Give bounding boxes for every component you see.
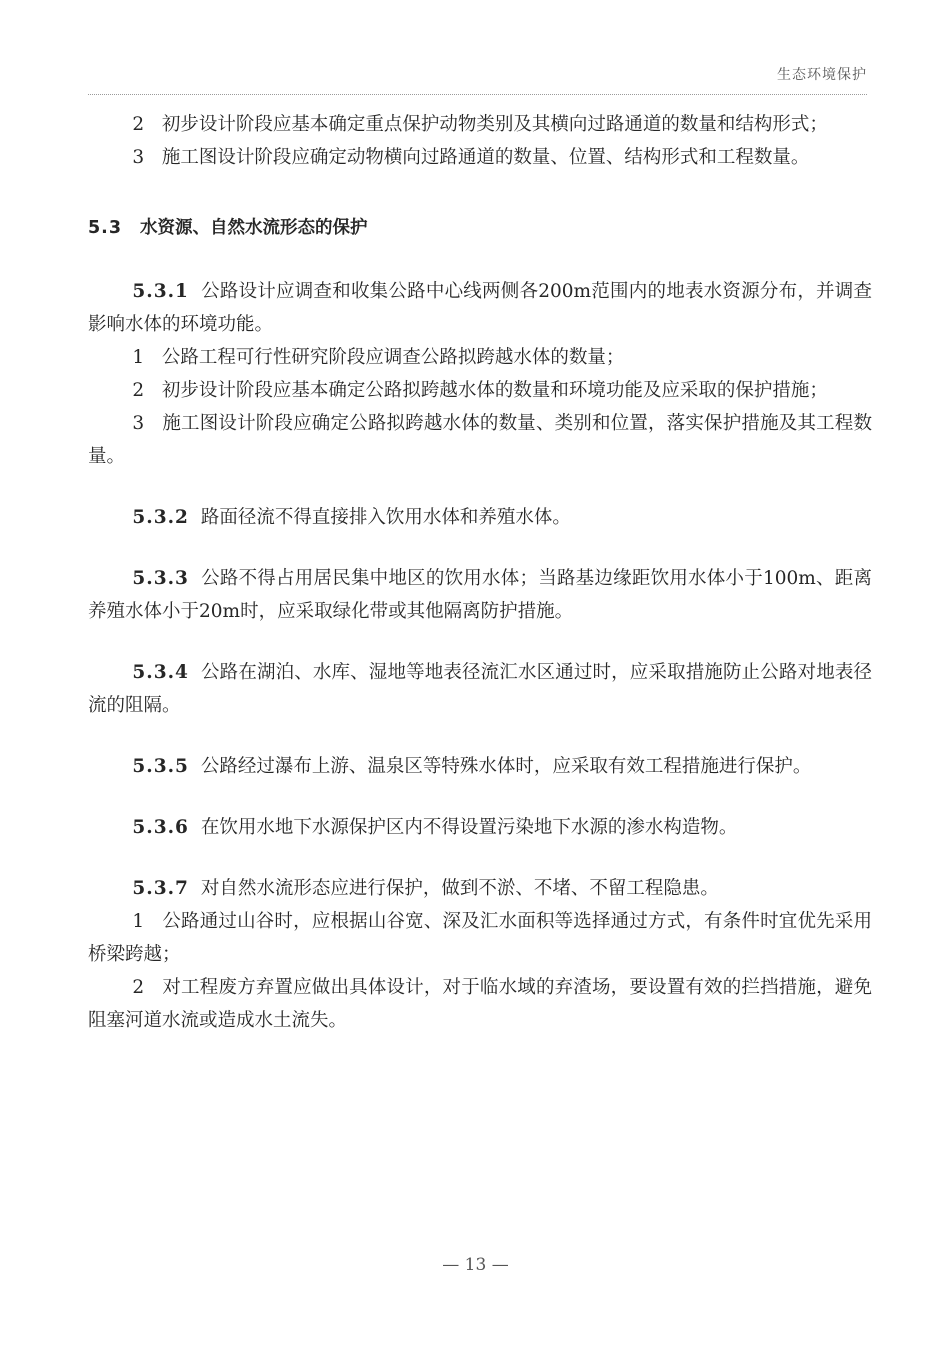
clause-5-3-2 xyxy=(88,501,872,534)
section-heading xyxy=(88,212,872,245)
clause-item xyxy=(88,971,872,1037)
clause-text: 公路不得占用居民集中地区的饮用水体；当路基边缘距饮用水体小于100m、距离养殖水体小于20m时，应采取绿化带或其他隔离防护措施。 xyxy=(88,568,872,622)
header-divider xyxy=(88,94,867,95)
clause-item xyxy=(88,407,872,473)
clause-number: 5.3.5 xyxy=(132,756,189,777)
item-text: 施工图设计阶段应确定公路拟跨越水体的数量、类别和位置，落实保护措施及其工程数量。 xyxy=(88,413,872,467)
item-number: 1 xyxy=(132,911,145,932)
clause-5-3-4 xyxy=(88,656,872,722)
item-number: 3 xyxy=(132,413,145,434)
clause-text: 公路在湖泊、水库、湿地等地表径流汇水区通过时，应采取措施防止公路对地表径流的阻隔。 xyxy=(88,662,872,716)
clause-item xyxy=(88,341,872,374)
item-text: 初步设计阶段应基本确定重点保护动物类别及其横向过路通道的数量和结构形式； xyxy=(161,114,828,135)
intro-item xyxy=(88,108,872,141)
item-text: 施工图设计阶段应确定动物横向过路通道的数量、位置、结构形式和工程数量。 xyxy=(161,147,810,168)
clause-item xyxy=(88,374,872,407)
clause-number: 5.3.6 xyxy=(132,817,189,838)
page-body xyxy=(88,108,872,1037)
section-number: 5.3 xyxy=(88,218,123,238)
clause-5-3-3 xyxy=(88,562,872,628)
clause-text: 路面径流不得直接排入饮用水体和养殖水体。 xyxy=(200,507,571,528)
item-number: 1 xyxy=(132,347,145,368)
page-number: — 13 — xyxy=(442,1255,509,1275)
clause-text: 在饮用水地下水源保护区内不得设置污染地下水源的渗水构造物。 xyxy=(200,817,738,838)
clause-5-3-7 xyxy=(88,872,872,905)
item-text: 公路通过山谷时，应根据山谷宽、深及汇水面积等选择通过方式，有条件时宜优先采用桥梁跨越； xyxy=(88,911,872,965)
clause-number: 5.3.1 xyxy=(132,281,189,302)
item-text: 初步设计阶段应基本确定公路拟跨越水体的数量和环境功能及应采取的保护措施； xyxy=(161,380,828,401)
clause-number: 5.3.2 xyxy=(132,507,189,528)
item-number: 3 xyxy=(132,147,145,168)
item-number: 2 xyxy=(132,380,145,401)
item-number: 2 xyxy=(132,977,145,998)
section-title: 水资源、自然水流形态的保护 xyxy=(140,218,368,238)
clause-text: 对自然水流形态应进行保护，做到不淤、不堵、不留工程隐患。 xyxy=(200,878,719,899)
clause-number: 5.3.3 xyxy=(132,568,189,589)
clause-5-3-5 xyxy=(88,750,872,783)
clause-item xyxy=(88,905,872,971)
clause-text: 公路设计应调查和收集公路中心线两侧各200m范围内的地表水资源分布，并调查影响水体的环境功能。 xyxy=(88,281,872,335)
running-header: 生态环境保护 xyxy=(777,67,867,83)
clause-number: 5.3.7 xyxy=(132,878,189,899)
item-text: 公路工程可行性研究阶段应调查公路拟跨越水体的数量； xyxy=(161,347,625,368)
clause-number: 5.3.4 xyxy=(132,662,189,683)
clause-5-3-6 xyxy=(88,811,872,844)
item-number: 2 xyxy=(132,114,145,135)
item-text: 对工程废方弃置应做出具体设计，对于临水域的弃渣场，要设置有效的拦挡措施，避免阻塞河道水流或造成水土流失。 xyxy=(88,977,872,1031)
clause-5-3-1 xyxy=(88,275,872,341)
intro-item xyxy=(88,141,872,174)
clause-text: 公路经过瀑布上游、温泉区等特殊水体时，应采取有效工程措施进行保护。 xyxy=(200,756,812,777)
